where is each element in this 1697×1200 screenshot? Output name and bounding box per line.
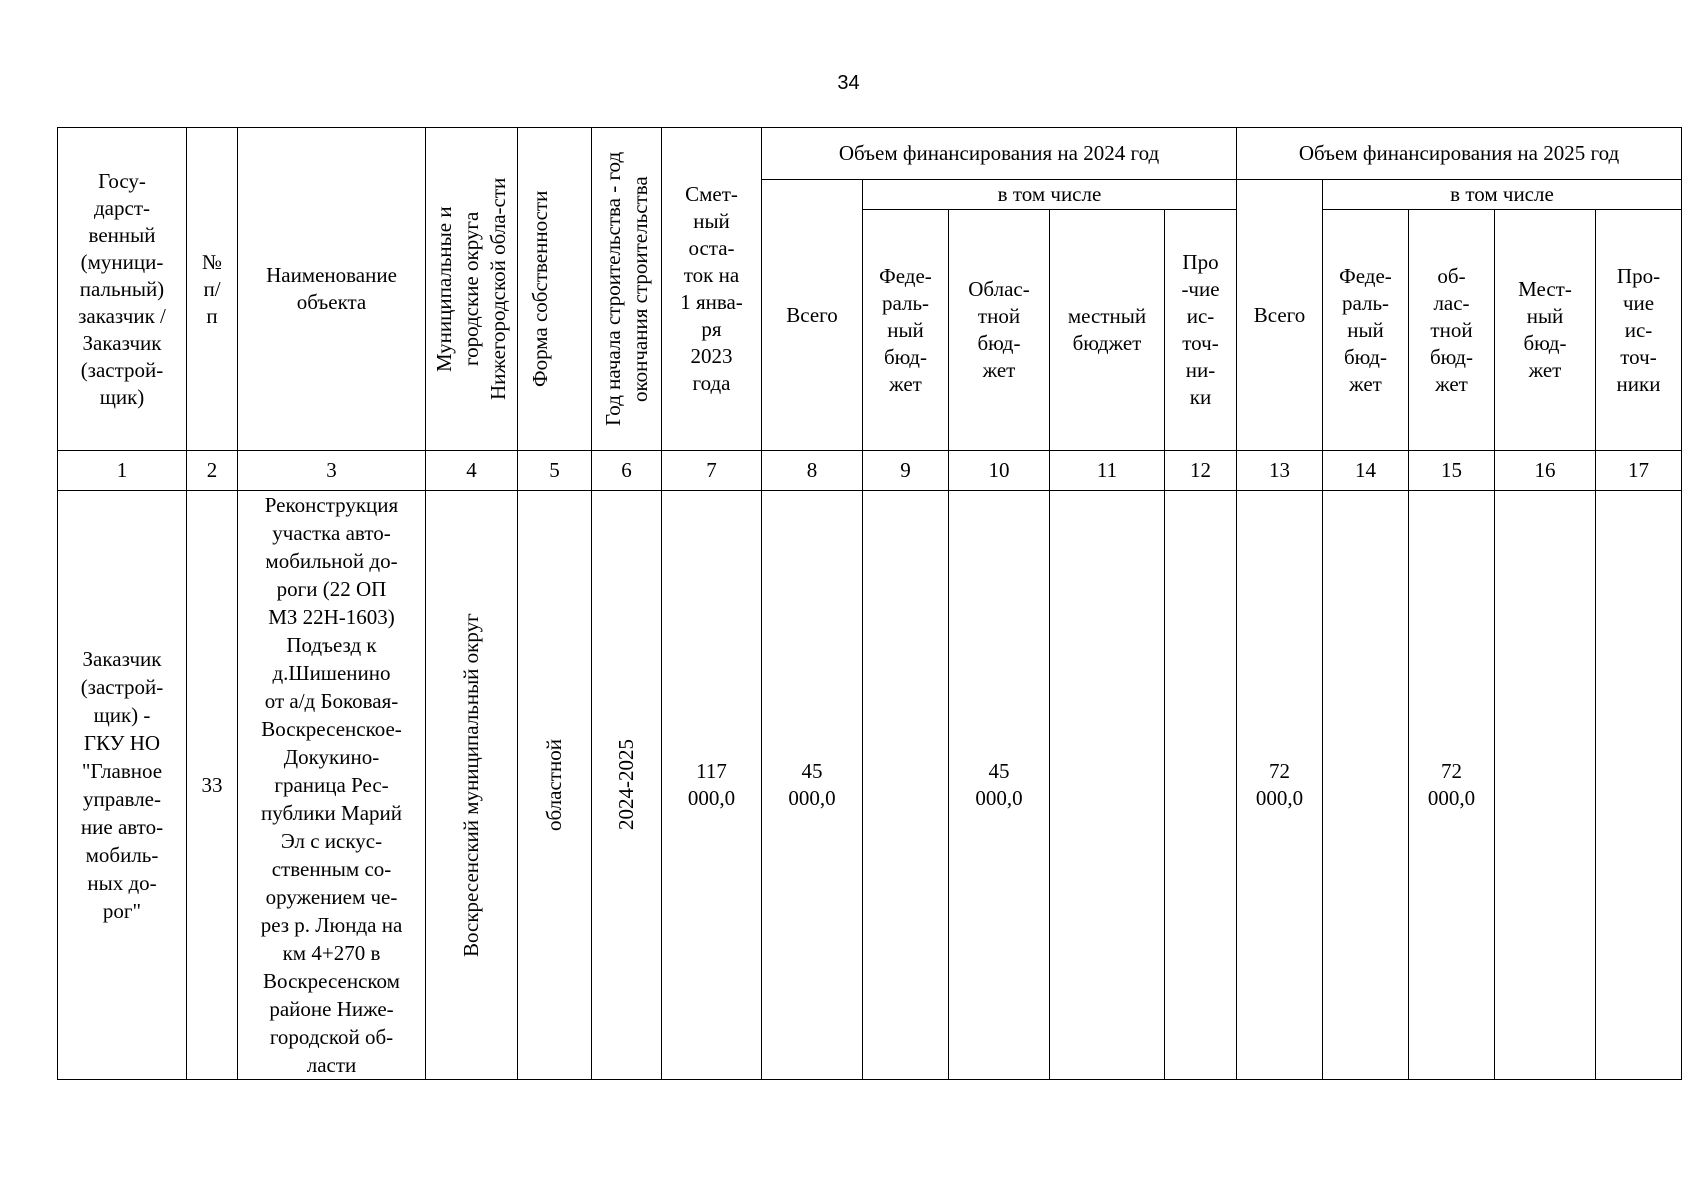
header-municipality [426, 128, 518, 451]
column-number-2: 2 [187, 451, 238, 491]
investment-program-table [57, 127, 1682, 1080]
column-number-6: 6 [592, 451, 662, 491]
column-number-14: 14 [1323, 451, 1409, 491]
cell-ownership-text: областной [542, 739, 566, 831]
column-number-13: 13 [1237, 451, 1323, 491]
header-total-2025: Всего [1237, 180, 1323, 451]
column-number-3: 3 [238, 451, 426, 491]
cell-regional-2025: 72 000,0 [1409, 491, 1495, 1080]
header-including-2025: в том числе [1323, 180, 1682, 210]
table-row [58, 491, 1682, 1080]
cell-other-2024 [1165, 491, 1237, 1080]
column-number-10: 10 [949, 451, 1050, 491]
column-number-16: 16 [1495, 451, 1596, 491]
column-number-17: 17 [1596, 451, 1682, 491]
cell-total-2025: 72 000,0 [1237, 491, 1323, 1080]
column-number-12: 12 [1165, 451, 1237, 491]
header-years [592, 128, 662, 451]
page-number: 34 [837, 72, 860, 94]
cell-object-name: Реконструкция участка авто- мобильной до- роги (22 ОП МЗ 22Н-1603) Подъезд к д.Шишенино от а/д Боковая- Воскресенское- Докукино- граница Рес- публики Марий Эл с искус- ственным со- оружением че- рез р. Люнда на км 4+270 в Воскресенском районе Ниже- городской об- ласти [238, 491, 426, 1080]
header-including-2024: в том числе [863, 180, 1237, 210]
column-number-11: 11 [1050, 451, 1165, 491]
header-num: № п/ п [187, 128, 238, 451]
column-number-9: 9 [863, 451, 949, 491]
column-number-8: 8 [762, 451, 863, 491]
header-local-2024: местный бюджет [1050, 210, 1165, 451]
header-balance: Смет- ный оста- ток на 1 янва- ря 2023 года [662, 128, 762, 451]
cell-municipality-text: Воскресенский муниципальный округ [459, 613, 483, 957]
header-regional-2025: об- лас- тной бюд- жет [1409, 210, 1495, 451]
header-federal-2024: Феде- раль- ный бюд- жет [863, 210, 949, 451]
header-years-text: Год начала строительства - год окончания строительства [600, 151, 652, 427]
cell-num: 33 [187, 491, 238, 1080]
header-other-2025: Про- чие ис- точ- ники [1596, 210, 1682, 451]
column-number-7: 7 [662, 451, 762, 491]
cell-federal-2024 [863, 491, 949, 1080]
header-object-name: Наименование объекта [238, 128, 426, 451]
column-number-5: 5 [518, 451, 592, 491]
cell-regional-2024: 45 000,0 [949, 491, 1050, 1080]
header-financing-2025: Объем финансирования на 2025 год [1237, 128, 1682, 180]
header-ownership [518, 128, 592, 451]
header-local-2025: Мест- ный бюд- жет [1495, 210, 1596, 451]
column-number-1: 1 [58, 451, 187, 491]
cell-balance: 117 000,0 [662, 491, 762, 1080]
cell-years [592, 491, 662, 1080]
header-other-2024: Про -чие ис- точ- ни- ки [1165, 210, 1237, 451]
header-financing-2024: Объем финансирования на 2024 год [762, 128, 1237, 180]
column-number-15: 15 [1409, 451, 1495, 491]
header-ownership-text: Форма собственности [527, 190, 552, 388]
cell-ownership [518, 491, 592, 1080]
header-federal-2025: Феде- раль- ный бюд- жет [1323, 210, 1409, 451]
cell-years-text: 2024-2025 [614, 739, 638, 831]
cell-total-2024: 45 000,0 [762, 491, 863, 1080]
cell-local-2024 [1050, 491, 1165, 1080]
header-total-2024: Всего [762, 180, 863, 451]
header-municipality-text: Муниципальные и городские округа Нижегородской обла-сти [432, 177, 510, 401]
cell-federal-2025 [1323, 491, 1409, 1080]
cell-customer: Заказчик (застрой- щик) - ГКУ НО "Главное управле- ние авто- мобиль- ных до- рог" [58, 491, 187, 1080]
cell-municipality [426, 491, 518, 1080]
cell-local-2025 [1495, 491, 1596, 1080]
header-regional-2024: Облас- тной бюд- жет [949, 210, 1050, 451]
cell-other-2025 [1596, 491, 1682, 1080]
column-number-4: 4 [426, 451, 518, 491]
header-customer: Госу- дарст- венный (муници- пальный) заказчик / Заказчик (застрой- щик) [58, 128, 187, 451]
